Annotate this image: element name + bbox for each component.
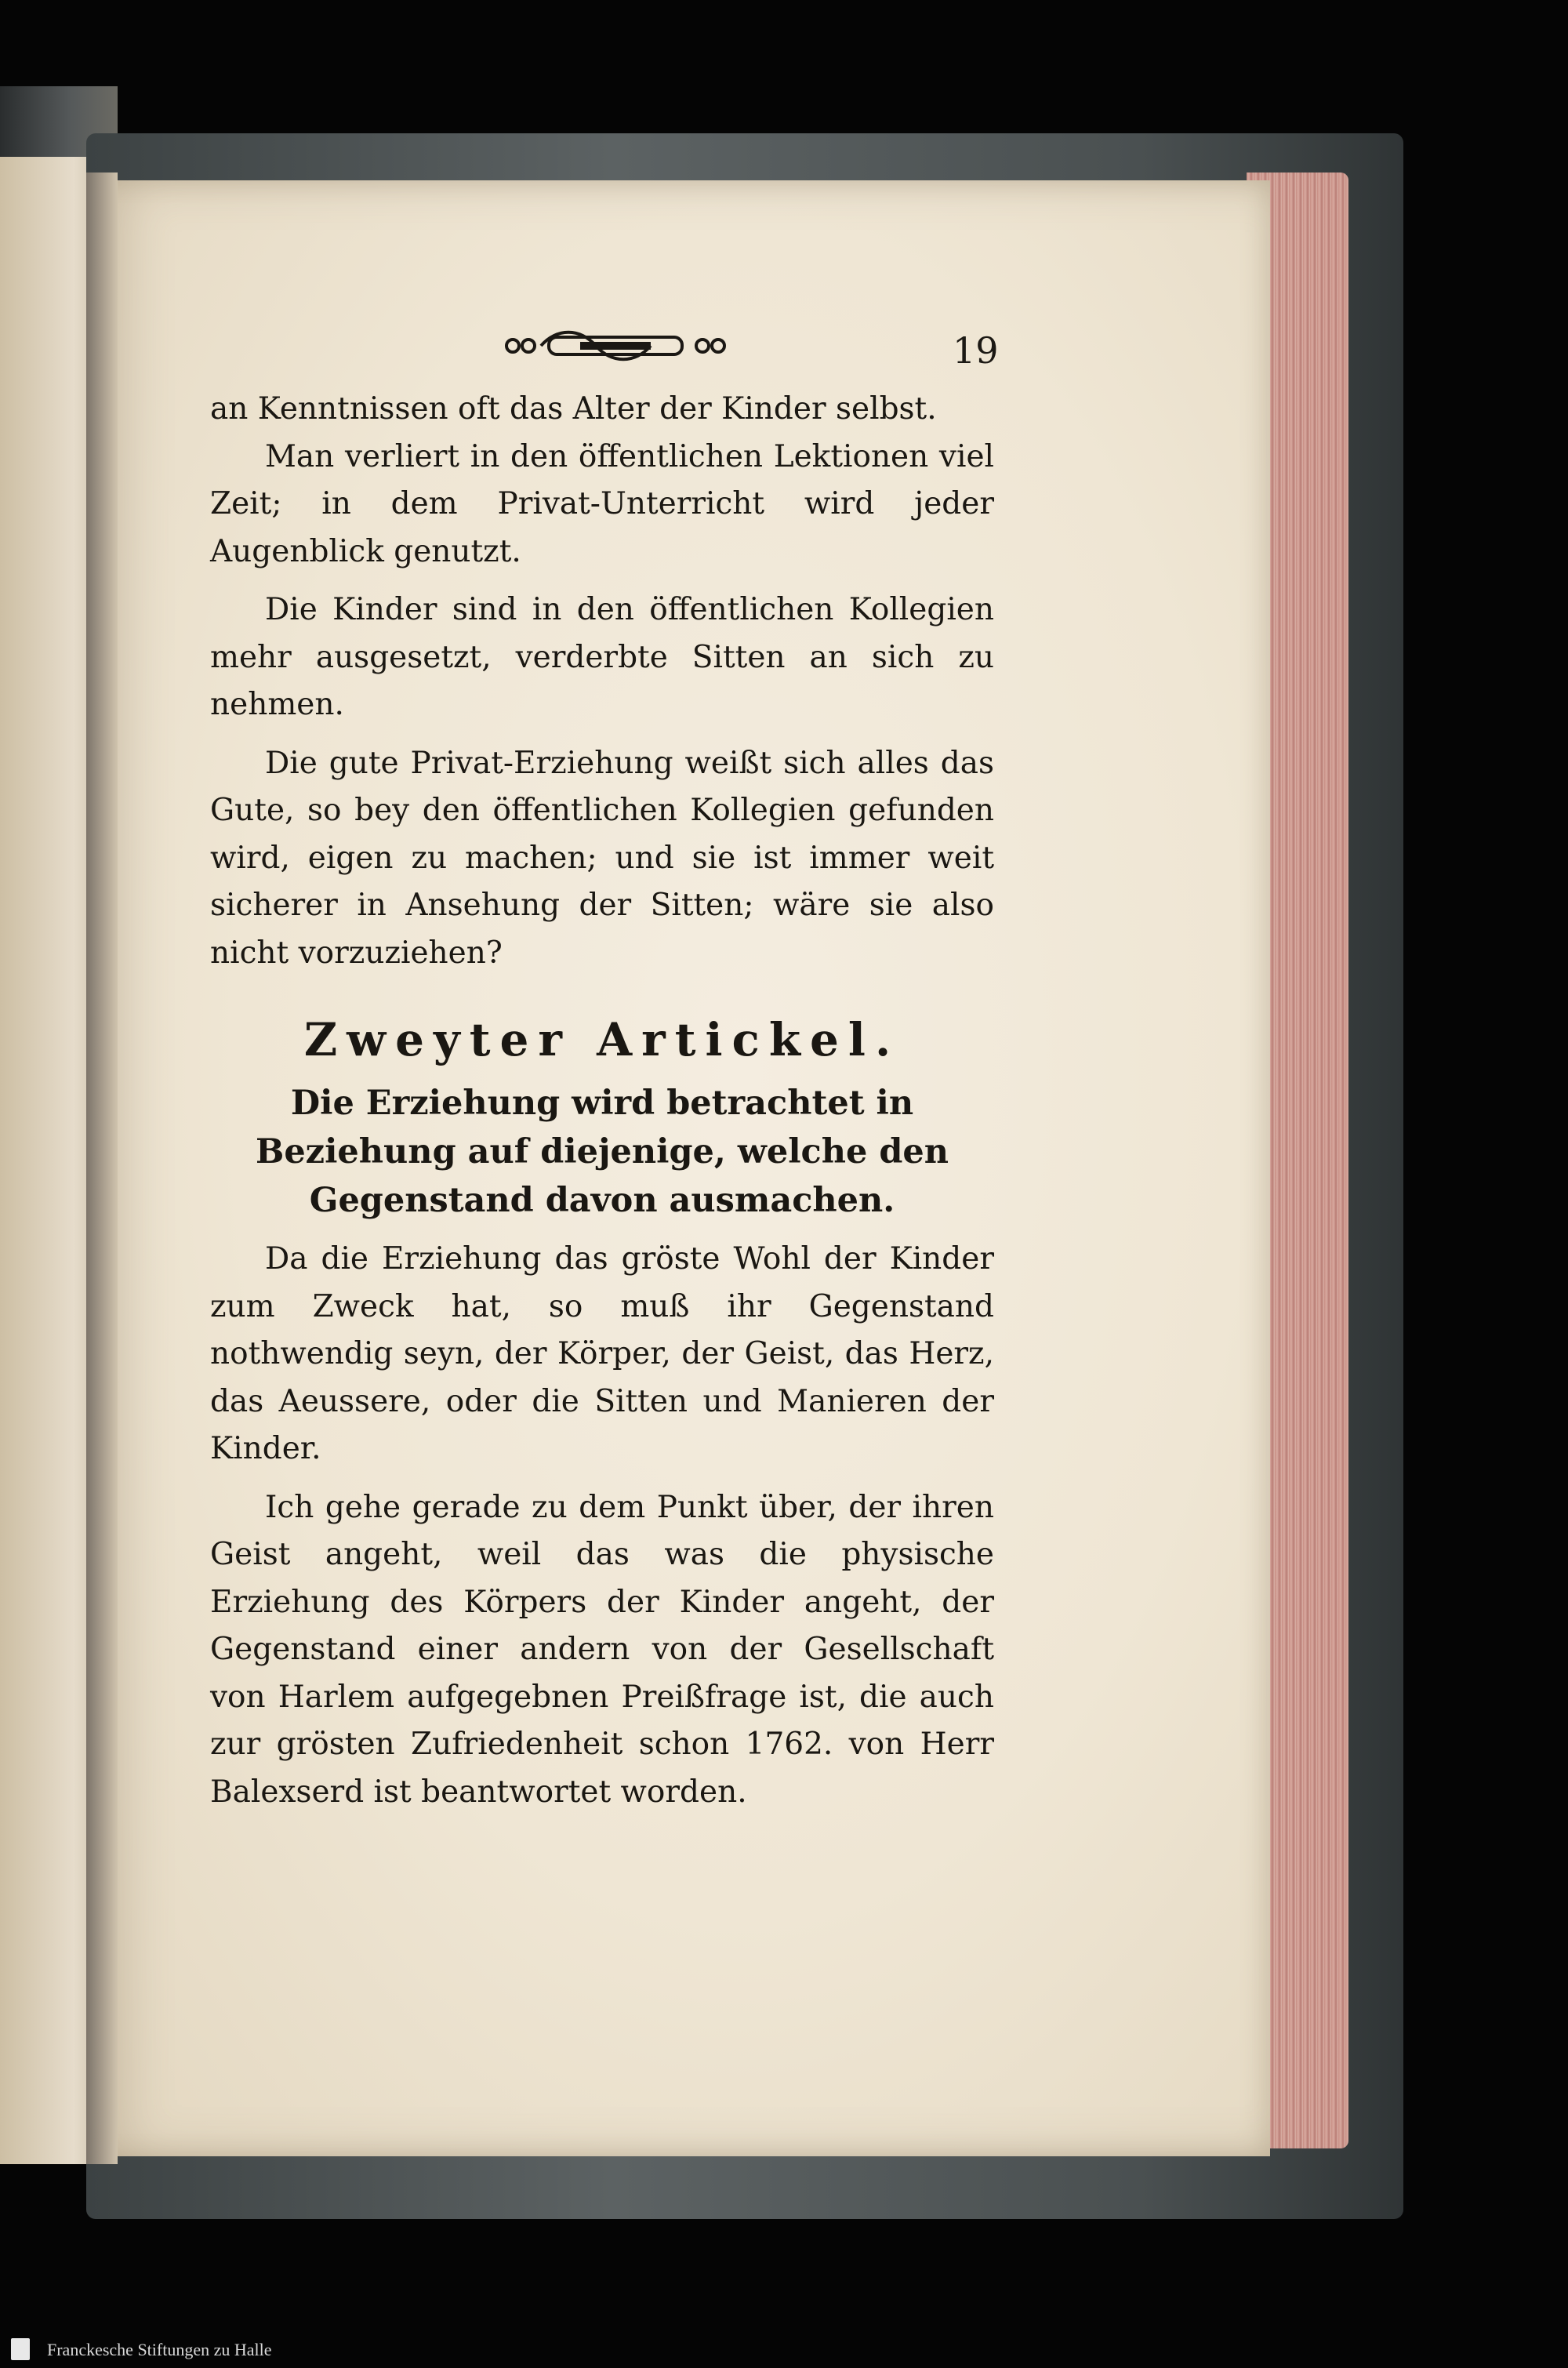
text-paragraph: Da die Erziehung das gröste Wohl der Kinder zum Zweck hat, so muß ihr Gegenstand nothwendig seyn, der Körper, der Geist, das Herz, das Aeussere, oder die Sitten und Manieren der Kinder. <box>210 1241 994 1466</box>
text-paragraph: Ich gehe gerade zu dem Punkt über, der ihren Geist angeht, weil das was die physische Erziehung des Körpers der Kinder angeht, der Gegenstand einer andern von der Gesellschaft von Harlem aufgegebnen Preißfrage ist, die auch zur grösten Zufriedenheit schon 1762. von Herr Balexserd ist beantwortet worden. <box>210 1489 994 1810</box>
text-line: an Kenntnissen oft das Alter der Kinder selbst. <box>210 391 937 427</box>
text-paragraph: Die gute Privat-Erziehung weißt sich alles das Gute, so bey den öffentlichen Kollegien gefunden wird, eigen zu machen; und sie ist immer weit sicherer in Ansehung der Sitten; wäre sie also nicht vorzuziehen? <box>210 745 994 971</box>
ornament-icon <box>502 321 729 370</box>
page-text <box>210 386 994 1816</box>
text-paragraph: Die Kinder sind in den öffentlichen Kollegien mehr ausgesetzt, verderbte Sitten an sich zu nehmen. <box>210 592 994 722</box>
page-number: 19 <box>953 329 999 372</box>
page-gutter <box>86 173 118 2164</box>
section-heading: Zweyter Artickel. <box>303 1013 901 1066</box>
footer-bar <box>0 2329 1568 2368</box>
text-paragraph: Man verliert in den öffentlichen Lektionen viel Zeit; in dem Privat-Unterricht wird jeder Augenblick genutzt. <box>210 438 994 569</box>
footer-institution: Franckesche Stiftungen zu Halle <box>47 2340 272 2359</box>
institution-logo-icon <box>11 2338 30 2360</box>
section-subheading: Die Erziehung wird betrachtet in Beziehung auf diejenige, welche den Gegenstand davon ausmachen. <box>255 1084 949 1220</box>
